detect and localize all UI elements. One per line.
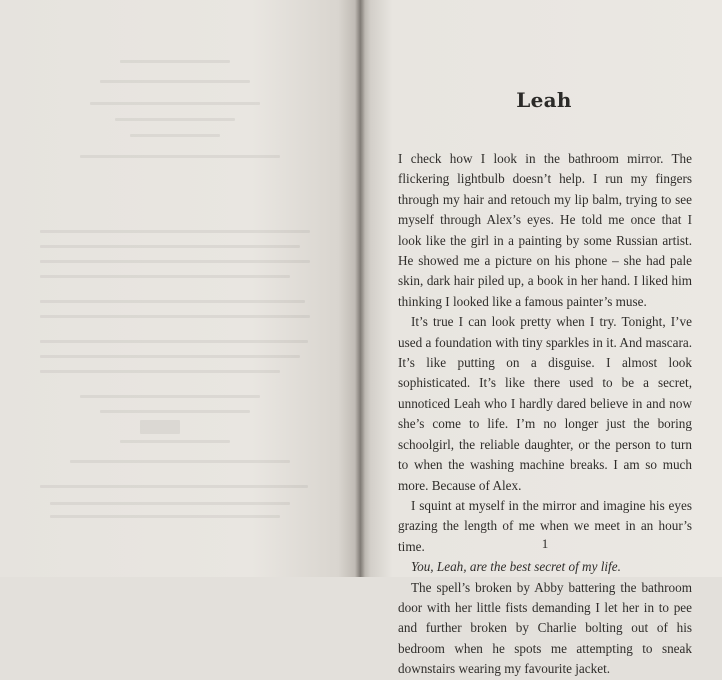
paragraph: I check how I look in the bathroom mirror. The flickering lightbulb doesn’t help. I run my fingers through my hair and retouch my lip balm, trying to see myself through Alex’s eyes. He told me once that I look like the girl in a painting by some Russian artist. He showed me a picture on his phone – she had pale skin, dark hair piled up, a book in her hand. I liked him thinking I looked like a famous painter’s muse.: [398, 151, 692, 309]
paragraph: The spell’s broken by Abby battering the bathroom door with her little fists demanding I let her in to pee and further broken by Charlie bolting out of his bedroom when he spots me attempting to sneak downstairs wearing my favourite jacket.: [398, 579, 692, 677]
left-page: [0, 0, 360, 577]
book-gutter: [355, 0, 365, 577]
italic-thought: You, Leah, are the best secret of my life.: [411, 559, 621, 575]
chapter-title: Leah: [516, 88, 572, 112]
page-number: 1: [541, 536, 549, 551]
paragraph: I squint at myself in the mirror and imagine his eyes grazing the length of me when we meet in an hour’s time.: [398, 497, 692, 554]
chapter-body: [398, 149, 692, 680]
paragraph-italic: [398, 557, 692, 577]
paragraph: It’s true I can look pretty when I try. Tonight, I’ve used a foundation with tiny sparkles in it. And mascara. It’s like putting on a disguise. I almost look sophisticated. It’s like there used to be a secret, unnoticed Leah who I hardly dared believe in and now she’s come to life. I’m no longer just the boring schoolgirl, the reliable daughter, or the person to turn to when the washing machine breaks. I am so much more. Because of Alex.: [398, 314, 692, 493]
show-through-text: [40, 40, 330, 540]
